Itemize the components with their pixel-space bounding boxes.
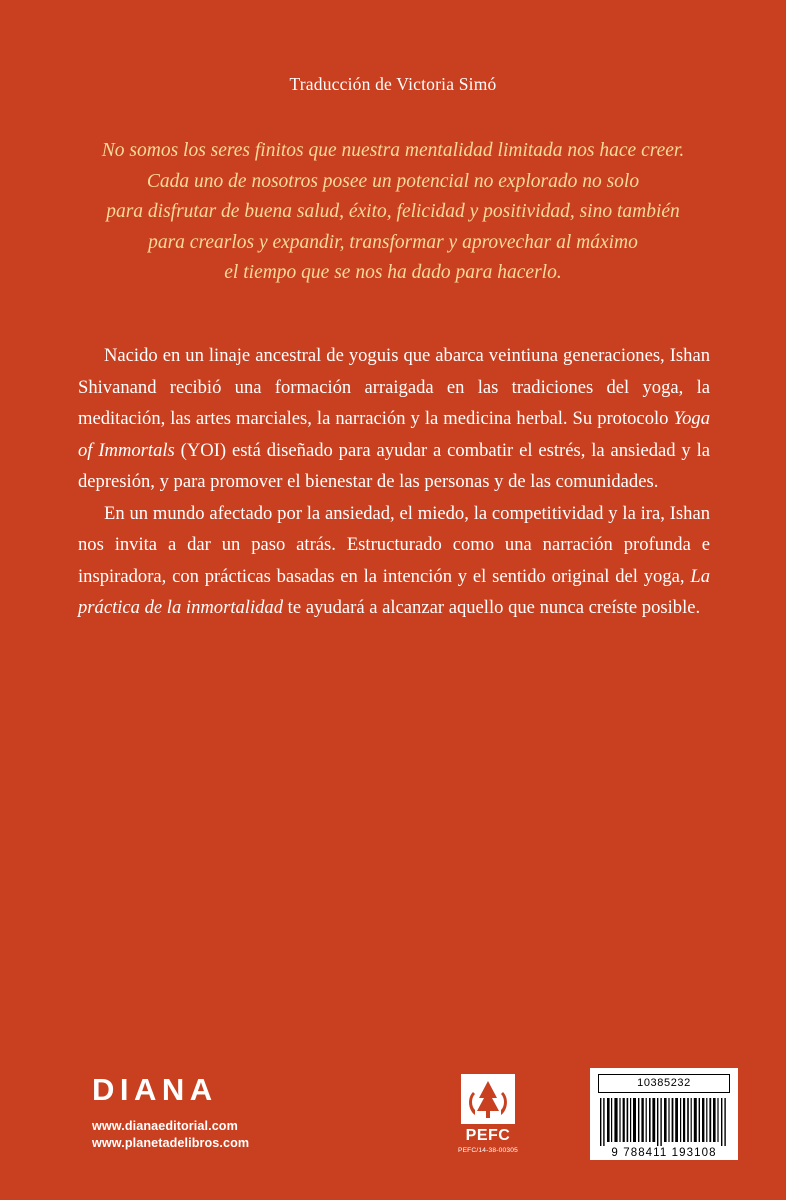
blurb-p1-title: Yoga of Immortals [78, 408, 710, 461]
publisher-block [92, 1074, 352, 1152]
pull-quote-line-2: Cada uno de nosotros posee un potencial no explorado no solo [146, 170, 640, 192]
pefc-code: PEFC/14-38-00305 [457, 1147, 518, 1154]
pefc-trees-icon [461, 1074, 515, 1124]
barcode-bars-icon [598, 1098, 730, 1146]
blurb-p2-title: La práctica de la inmortalidad [78, 565, 710, 618]
publisher-urls [92, 1118, 352, 1152]
pull-quote-line-4: para crearlos y expandir, transformar y aprovechar al máximo [148, 231, 638, 253]
blurb-p1-text-a: Nacido en un linaje ancestral de yoguis que abarca veintiuna generaciones, Ishan Shivanand recibió una formación arraigada en las tradiciones del yoga, la meditación, las artes marciales, la narración y la medicina herbal. Su protocolo [78, 345, 710, 429]
barcode-isbn-digits: 9 788411 193108 [611, 1147, 717, 1159]
blurb-paragraph-2 [78, 498, 710, 624]
blurb-paragraph-1 [78, 340, 710, 498]
pull-quote [78, 136, 708, 289]
blurb-p2-text-b: te ayudará a alcanzar aquello que nunca creíste posible. [283, 597, 701, 618]
blurb-p1-text-b: (YOI) está diseñado para ayudar a combatir el estrés, la ansiedad y la depresión, y para promover el bienestar de las personas y de las comunidades. [78, 439, 710, 492]
pefc-label: PEFC [465, 1127, 511, 1144]
publisher-url-1[interactable]: www.dianaeditorial.com [92, 1119, 238, 1133]
blurb-text [78, 340, 710, 624]
pefc-certification [452, 1074, 524, 1154]
pull-quote-line-1: No somos los seres finitos que nuestra mentalidad limitada nos hace creer. [101, 140, 685, 161]
pull-quote-line-3: para disfrutar de buena salud, éxito, felicidad y positividad, sino también [106, 201, 680, 222]
pull-quote-line-5: el tiempo que se nos ha dado para hacerlo. [224, 262, 562, 283]
barcode-top-number: 10385232 [598, 1074, 730, 1093]
barcode-block [590, 1068, 738, 1160]
translator-credit: Traducción de Victoria Simó [289, 74, 497, 94]
cover-footer [0, 1020, 786, 1200]
publisher-url-2[interactable]: www.planetadelibros.com [92, 1136, 250, 1150]
blurb-p2-text-a: En un mundo afectado por la ansiedad, el miedo, la competitividad y la ira, Ishan nos invita a dar un paso atrás. Estructurado como una narración profunda e inspiradora, con prácticas basadas en la intención y el sentido original del yoga, [78, 502, 710, 587]
publisher-logo-diana: DIANA [92, 1072, 218, 1107]
